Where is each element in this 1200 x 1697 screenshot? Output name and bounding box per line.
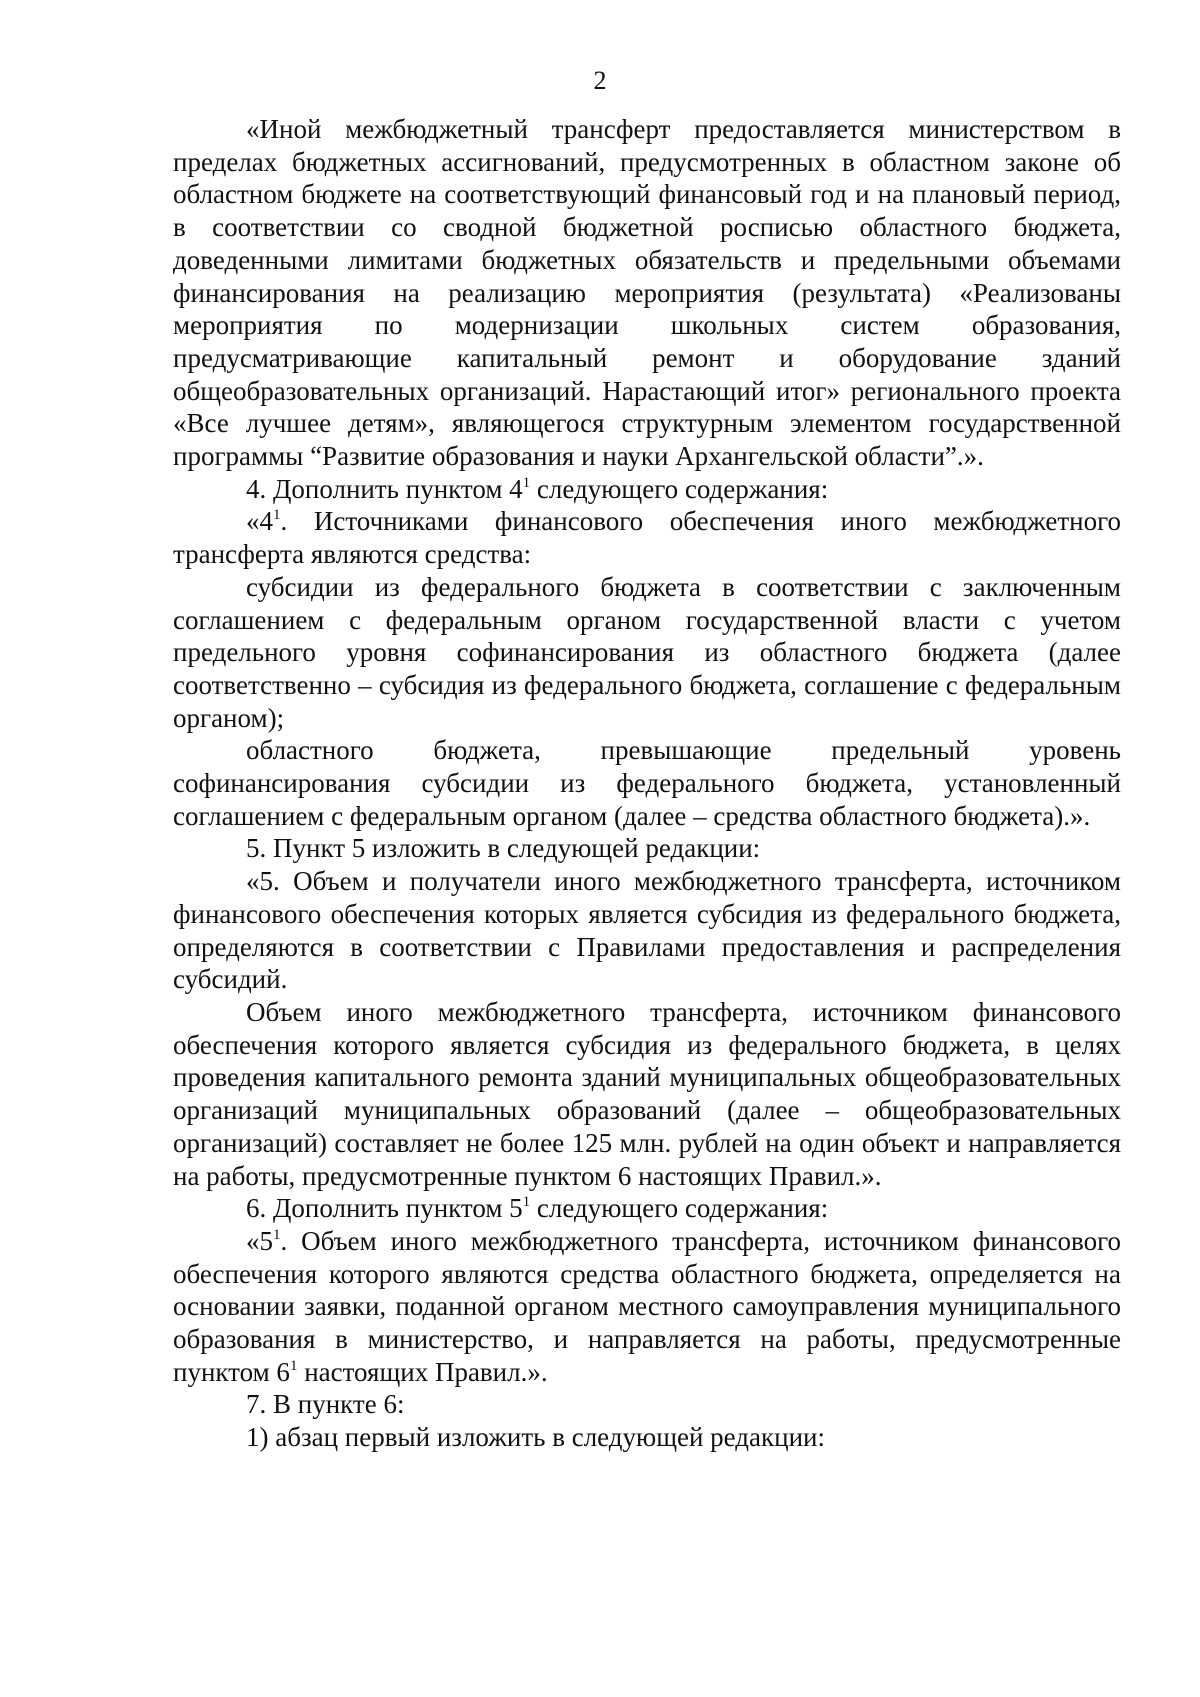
paragraph-subitem-1: 1) абзац первый изложить в следующей редакции:: [246, 1422, 825, 1453]
paragraph-transfer-volume: Объем иного межбюджетного трансферта, источником финансового обеспечения которого является субсидия из федерального бюджета, в целях проведения капитального ремонта зданий муниципальных общеобразовательных организаций муниципальных образований (далее – общеобразовательных организаций) составляет не более 125 млн. рублей на один объект и направляется на работы, предусмотренные пунктом 6 настоящих Правил.».: [173, 996, 1121, 1191]
paragraph-item-4: [173, 473, 1121, 506]
paragraph-transfer-provision: «Иной межбюджетный трансферт предоставляется министерством в пределах бюджетных ассигнований, предусмотренных в областном законе об областном бюджете на соответствующий финансовый год и на плановый период, в соответствии со сводной бюджетной росписью областного бюджета, доведенными лимитами бюджетных обязательств и предельными объемами финансирования на реализацию мероприятия (результата) «Реализованы мероприятия по модернизации школьных систем образования, предусматривающие капитальный ремонт и оборудование зданий общеобразовательных организаций. Нарастающий итог» регионального проекта «Все лучшее детям», являющегося структурным элементом государственной программы “Развитие образования и науки Архангельской области”.».: [173, 114, 1121, 472]
paragraph-text: следующего содержания:: [530, 473, 829, 504]
paragraph-item-5: 5. Пункт 5 изложить в следующей редакции:: [246, 833, 761, 864]
paragraph-text: «5: [246, 1225, 273, 1256]
paragraph-item-6: [173, 1192, 1121, 1225]
paragraph-item-7: 7. В пункте 6:: [246, 1389, 405, 1420]
paragraph-text: . Объем иного межбюджетного трансферта, источником финансового обеспечения которого являются средства областного бюджета, определяется на основании заявки, поданной органом местного самоуправления муниципального образования в министерство, и направляется на работы, предусмотренные пунктом 6: [173, 1225, 1121, 1387]
document-body: [173, 113, 1121, 1454]
paragraph-federal-subsidy: субсидии из федерального бюджета в соответствии с заключенным соглашением с федеральным органом государственной власти с учетом предельного уровня софинансирования из областного бюджета (далее соответственно – субсидия из федерального бюджета, соглашение с федеральным органом);: [173, 571, 1121, 733]
paragraph-text: 6. Дополнить пунктом 5: [246, 1193, 523, 1224]
superscript: 1: [273, 1226, 281, 1243]
paragraph-text: настоящих Правил.».: [297, 1356, 548, 1387]
page-number: 2: [593, 66, 607, 95]
paragraph-text: следующего содержания:: [530, 1193, 829, 1224]
superscript: 1: [273, 507, 281, 524]
superscript: 1: [522, 474, 531, 491]
paragraph-text: «4: [246, 506, 273, 537]
superscript: 1: [522, 1194, 531, 1211]
superscript: 1: [289, 1357, 298, 1374]
paragraph-item-4-1: [173, 505, 1121, 570]
paragraph-text: 4. Дополнить пунктом 4: [246, 473, 523, 504]
paragraph-item-5-text: «5. Объем и получатели иного межбюджетного трансферта, источником финансового обеспечения которых является субсидия из федерального бюджета, определяются в соответствии с Правилами предоставления и распределения субсидий.: [173, 866, 1121, 995]
paragraph-text: . Источниками финансового обеспечения иного межбюджетного трансферта являются средства:: [173, 506, 1121, 570]
paragraph-item-5-1: [173, 1225, 1121, 1389]
paragraph-regional-budget: областного бюджета, превышающие предельный уровень софинансирования субсидии из федерального бюджета, установленный соглашением с федеральным органом (далее – средства областного бюджета).».: [173, 735, 1121, 831]
